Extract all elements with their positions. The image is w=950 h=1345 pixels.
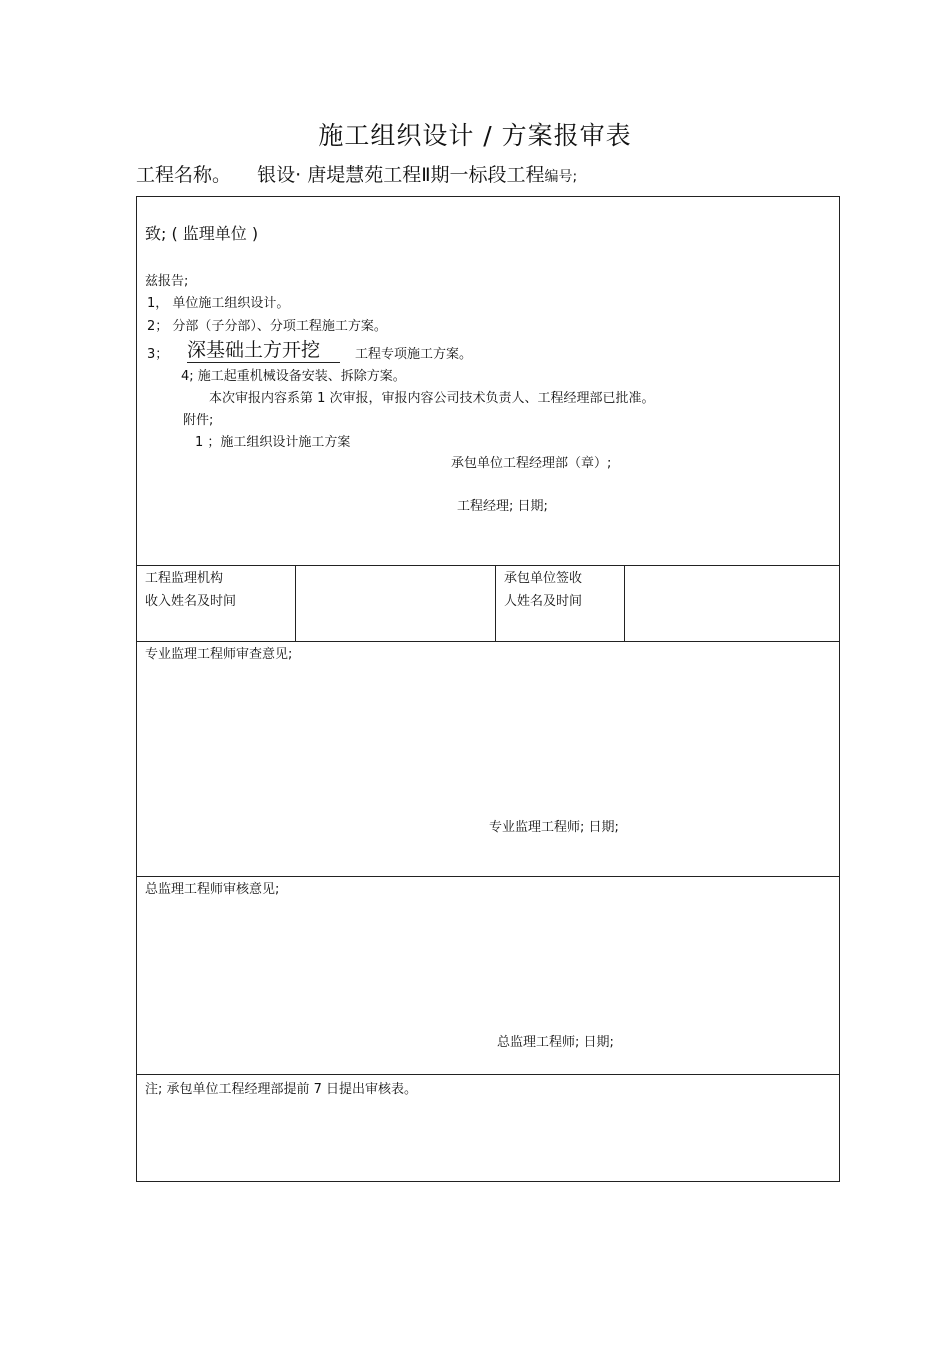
note-text: 注; 承包单位工程经理部提前 7 日提出审核表。 — [145, 1082, 418, 1097]
approval-statement: 本次审报内容系第 1 次审报，审报内容公司技术负责人、工程经理部已批准。 — [209, 391, 655, 406]
page-title: 施工组织设计 / 方案报审表 — [318, 121, 632, 150]
report-item-2: 2； 分部（子分部）、分项工程施工方案。 — [147, 319, 387, 334]
divider — [137, 876, 839, 877]
report-item-3-text: 工程专项施工方案。 — [355, 347, 473, 362]
divider — [137, 1074, 839, 1075]
project-label: 工程名称。 — [136, 164, 232, 186]
number-label: 编号; — [544, 169, 578, 185]
report-item-4: 4; 施工起重机械设备安装、拆除方案。 — [181, 369, 406, 384]
report-item-1: 1， 单位施工组织设计。 — [147, 296, 290, 311]
report-item-3-fill: 深基础土方开挖 — [187, 335, 340, 363]
to-supervision-unit: 致; ( 监理单位 ) — [145, 224, 259, 243]
supervision-receipt-label-1: 工程监理机构 — [145, 571, 224, 586]
attachment-item-1: 1 ；施工组织设计施工方案 — [195, 435, 351, 450]
review-form — [136, 196, 840, 1182]
project-name: 银设· 唐堤慧苑工程Ⅱ期一标段工程 — [257, 164, 545, 186]
divider — [624, 565, 625, 641]
report-intro: 兹报告; — [145, 274, 189, 289]
supervision-receipt-label-2: 收入姓名及时间 — [145, 594, 237, 609]
chief-review-label: 总监理工程师审核意见; — [145, 882, 280, 897]
attachment-label: 附件; — [183, 413, 214, 428]
engineer-sign-line: 专业监理工程师; 日期; — [489, 820, 619, 835]
engineer-review-label: 专业监理工程师审查意见; — [145, 647, 293, 662]
divider — [137, 565, 839, 566]
report-item-3-number: 3； — [147, 347, 169, 362]
contractor-receipt-label-2: 人姓名及时间 — [504, 594, 583, 609]
chief-sign-line: 总监理工程师; 日期; — [497, 1035, 614, 1050]
divider — [295, 565, 296, 641]
contractor-dept-seal: 承包单位工程经理部（章）; — [451, 456, 612, 471]
contractor-receipt-label-1: 承包单位签收 — [504, 571, 583, 586]
divider — [495, 565, 496, 641]
divider — [137, 641, 839, 642]
manager-date-line: 工程经理; 日期; — [457, 499, 548, 514]
project-line — [136, 160, 577, 187]
